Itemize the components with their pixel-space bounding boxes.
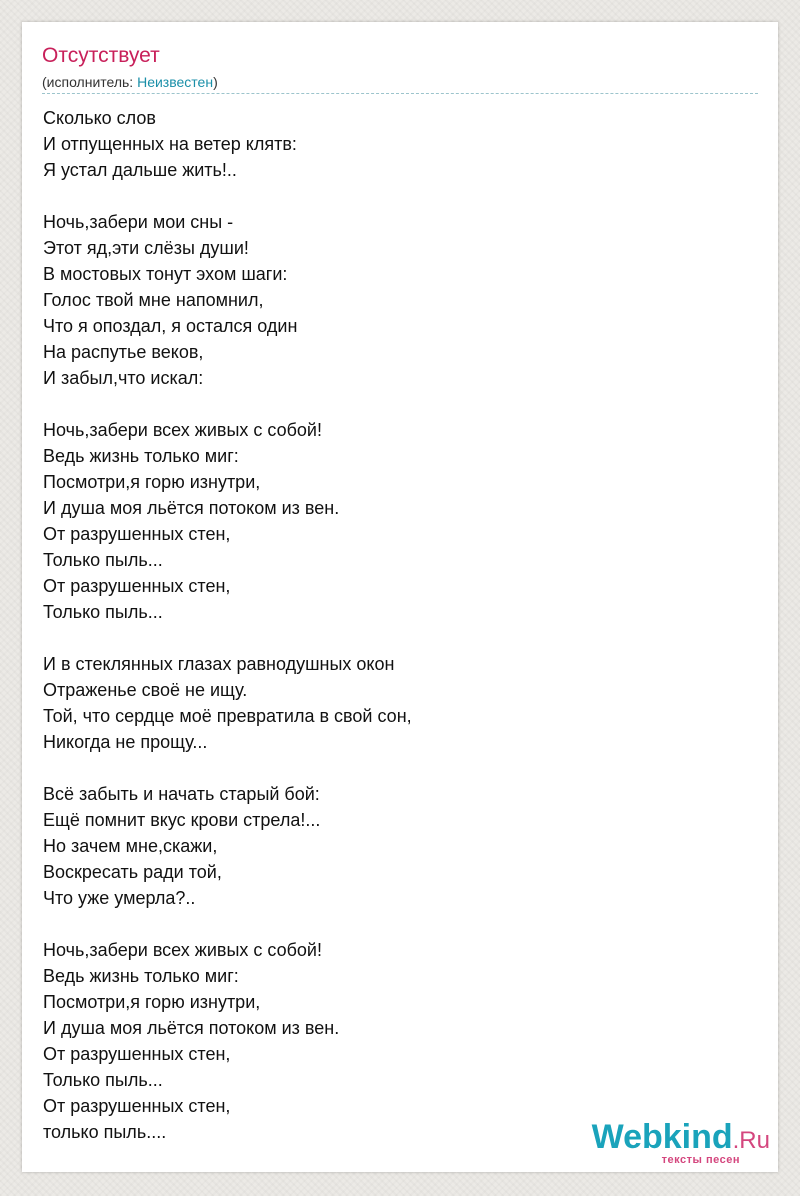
lyric-line: Только пыль... xyxy=(43,602,163,622)
site-logo[interactable] xyxy=(592,1120,770,1166)
performer-prefix: (исполнитель: xyxy=(42,74,138,90)
lyric-line: Той, что сердце моё превратила в свой сон, xyxy=(43,706,412,726)
stanza-break xyxy=(43,911,412,937)
lyric-line: Посмотри,я горю изнутри, xyxy=(43,472,261,492)
lyric-line: И душа моя льётся потоком из вен. xyxy=(43,1018,340,1038)
song-title: Отсутствует xyxy=(42,44,160,67)
lyric-line: Этот яд,эти слёзы души! xyxy=(43,238,249,258)
lyric-line: Только пыль... xyxy=(43,1070,163,1090)
lyric-line: От разрушенных стен, xyxy=(43,576,231,596)
lyric-line: Никогда не прощу... xyxy=(43,732,208,752)
performer-suffix: ) xyxy=(213,74,218,90)
lyric-line: От разрушенных стен, xyxy=(43,1096,231,1116)
lyric-line: От разрушенных стен, xyxy=(43,1044,231,1064)
lyrics-text xyxy=(43,105,412,1145)
performer-line xyxy=(42,73,218,91)
stanza-break xyxy=(43,391,412,417)
stanza-break xyxy=(43,755,412,781)
logo-main-text: Webkind xyxy=(591,1118,733,1156)
lyric-line: В мостовых тонут эхом шаги: xyxy=(43,264,288,284)
lyric-line: Ночь,забери всех живых с собой! xyxy=(43,940,322,960)
lyric-line: От разрушенных стен, xyxy=(43,524,231,544)
stanza-break xyxy=(43,625,412,651)
header-divider xyxy=(42,93,758,94)
logo-suffix-text: .Ru xyxy=(732,1127,770,1154)
lyric-line: Только пыль... xyxy=(43,550,163,570)
lyric-line: Ведь жизнь только миг: xyxy=(43,966,239,986)
lyric-line: И забыл,что искал: xyxy=(43,368,204,388)
logo-tagline: тексты песен xyxy=(661,1154,740,1166)
lyric-line: Посмотри,я горю изнутри, xyxy=(43,992,261,1012)
lyric-line: Но зачем мне,скажи, xyxy=(43,836,218,856)
lyric-line: только пыль.... xyxy=(43,1122,167,1142)
lyric-line: И душа моя льётся потоком из вен. xyxy=(43,498,340,518)
lyric-line: Ночь,забери всех живых с собой! xyxy=(43,420,322,440)
lyric-line: И отпущенных на ветер клятв: xyxy=(43,134,297,154)
lyric-line: Воскресать ради той, xyxy=(43,862,222,882)
lyric-line: Всё забыть и начать старый бой: xyxy=(43,784,320,804)
logo-wordmark xyxy=(592,1120,770,1158)
lyric-line: Сколько слов xyxy=(43,108,156,128)
lyric-line: Что я опоздал, я остался один xyxy=(43,316,298,336)
lyric-line: И в стеклянных глазах равнодушных окон xyxy=(43,654,395,674)
performer-link[interactable]: Неизвестен xyxy=(137,74,214,90)
lyric-line: Ночь,забери мои сны - xyxy=(43,212,234,232)
lyric-line: Ведь жизнь только миг: xyxy=(43,446,239,466)
lyric-line: Голос твой мне напомнил, xyxy=(43,290,264,310)
lyric-line: Отраженье своё не ищу. xyxy=(43,680,248,700)
stanza-break xyxy=(43,183,412,209)
lyric-line: Ещё помнит вкус крови стрела!... xyxy=(43,810,321,830)
lyric-line: Я устал дальше жить!.. xyxy=(43,160,237,180)
lyric-line: На распутье веков, xyxy=(43,342,204,362)
lyrics-card xyxy=(22,22,778,1172)
lyric-line: Что уже умерла?.. xyxy=(43,888,196,908)
